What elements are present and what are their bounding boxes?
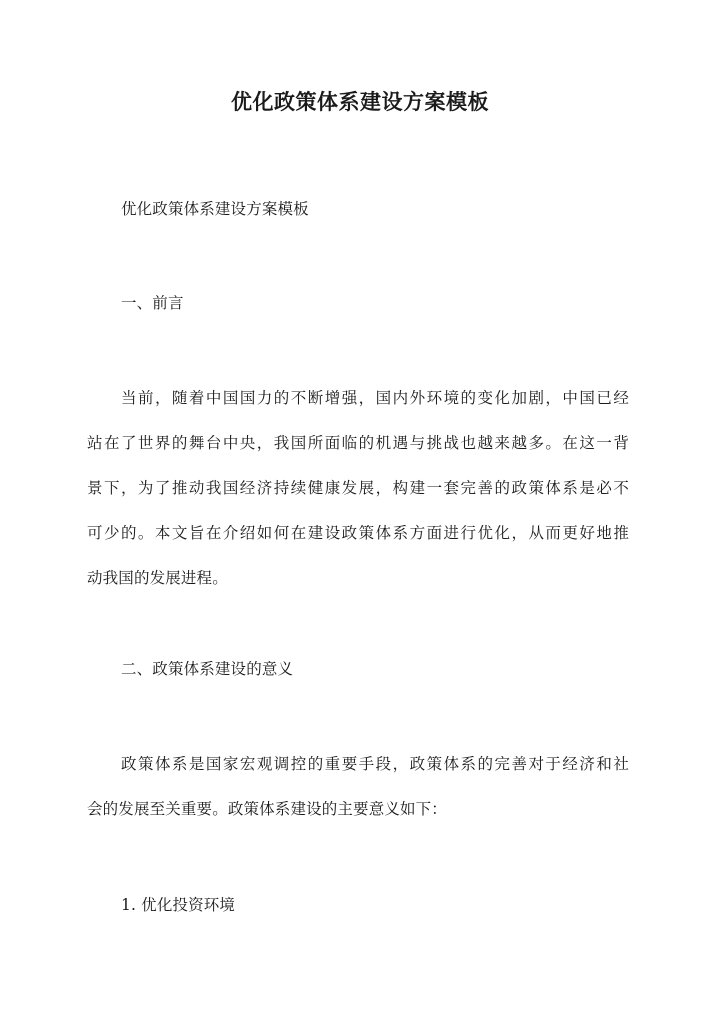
paragraph-line: 站在了世界的舞台中央，我国所面临的机遇与挑战也越来越多。在这一背 (87, 434, 629, 452)
paragraph-line: 会的发展至关重要。政策体系建设的主要意义如下： (87, 800, 447, 818)
paragraph-line: 动我国的发展进程。 (87, 569, 228, 587)
section-heading-preface: 一、前言 (121, 294, 184, 312)
document-subtitle: 优化政策体系建设方案模板 (121, 200, 309, 218)
list-item-investment-environment: 1. 优化投资环境 (121, 896, 236, 914)
paragraph-line: 景下，为了推动我国经济持续健康发展，构建一套完善的政策体系是必不 (87, 479, 629, 497)
paragraph-line: 当前，随着中国国力的不断增强，国内外环境的变化加剧，中国已经 (121, 389, 629, 407)
document-title: 优化政策体系建设方案模板 (231, 89, 489, 114)
paragraph-line: 政策体系是国家宏观调控的重要手段，政策体系的完善对于经济和社 (121, 755, 629, 773)
paragraph-line: 可少的。本文旨在介绍如何在建设政策体系方面进行优化，从而更好地推 (87, 524, 629, 542)
section-heading-significance: 二、政策体系建设的意义 (121, 660, 294, 678)
